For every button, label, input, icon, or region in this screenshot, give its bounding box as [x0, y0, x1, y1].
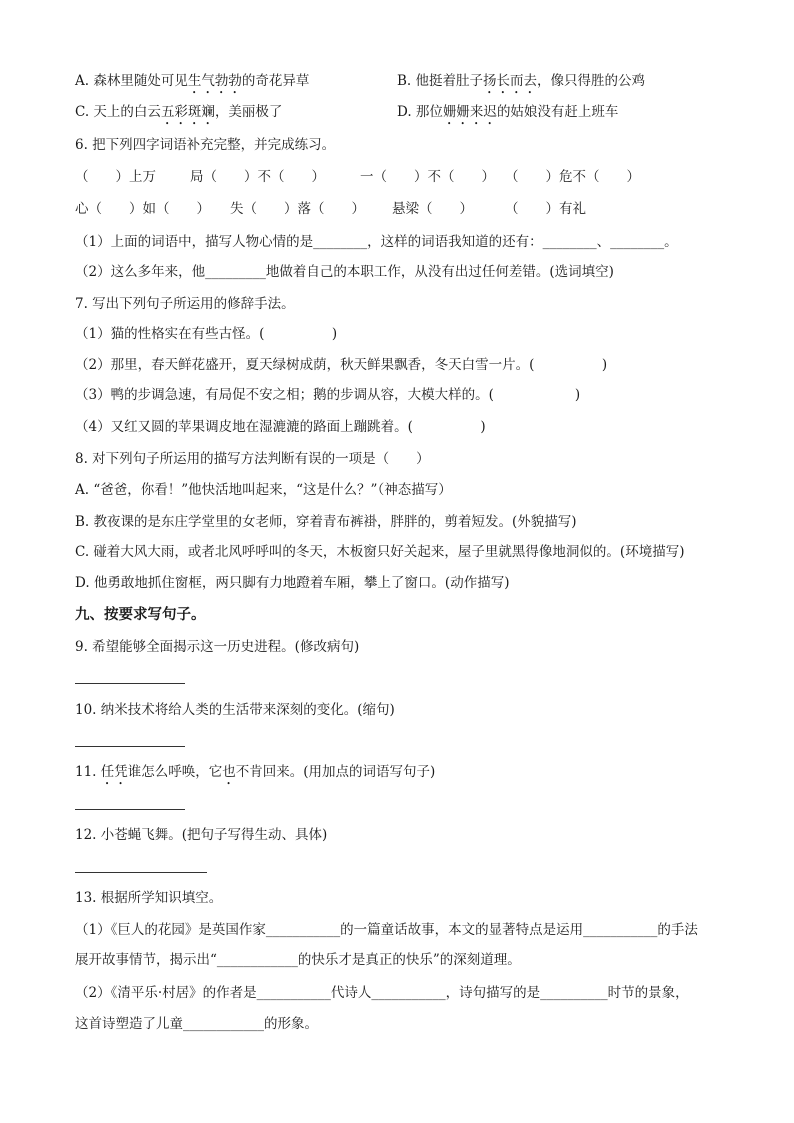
- text: 的姑娘没有赶上班车: [496, 104, 619, 120]
- q11-text: [75, 763, 435, 788]
- text: ，美丽极了: [214, 104, 283, 120]
- idiom-blank[interactable]: 局（ ）不（ ）: [190, 169, 325, 185]
- text: ，像只得胜的公鸡: [537, 73, 646, 89]
- dotted-word: 扬长而去: [483, 73, 538, 89]
- text: B. 他挺着肚子: [397, 73, 484, 89]
- q7-item-1: （1）猫的性格实在有些古怪。( ): [75, 326, 338, 342]
- idiom-blank[interactable]: （ ）上万: [75, 169, 156, 185]
- answer-line[interactable]: [75, 809, 185, 810]
- q13-line-4: 这首诗塑造了儿童____________的形象。: [75, 1016, 318, 1032]
- text: D. 那位: [397, 104, 443, 120]
- dotted-word: 姗姗来迟: [442, 104, 497, 120]
- q8-option-c: C. 碰着大风大雨，或者北风呼呼叫的冬天，木板窗只好关起来，屋子里就黑得像地洞似的。(环境描写): [75, 544, 685, 560]
- q13-line-1: （1）《巨人的花园》是英国作家___________的一篇童话故事，本文的显著特点是运用___________的手法: [75, 922, 698, 938]
- q5-option-a: [75, 72, 309, 97]
- q5-option-c: [75, 103, 282, 128]
- dotted-word: 也: [222, 764, 236, 780]
- q6-idiom-row-2: [75, 200, 586, 218]
- text: A. 森林里随处可见: [75, 73, 188, 89]
- q7-title: 7. 写出下列句子所运用的修辞手法。: [75, 296, 295, 312]
- idiom-blank[interactable]: （ ）危不（ ）: [505, 169, 640, 185]
- answer-line[interactable]: [75, 683, 185, 684]
- idiom-blank[interactable]: 失（ ）落（ ）: [230, 201, 365, 217]
- q6-idiom-row-1: [75, 168, 640, 186]
- q9-text: 9. 希望能够全面揭示这一历史进程。(修改病句): [75, 639, 360, 655]
- q12-text: 12. 小苍蝇飞舞。(把句子写得生动、具体): [75, 827, 328, 843]
- section-heading: 九、按要求写句子。: [75, 607, 206, 623]
- q13-line-3: （2）《清平乐·村居》的作者是___________代诗人___________，诗句描写的是__________时节的景象，: [75, 985, 689, 1001]
- text: 11.: [75, 764, 101, 780]
- text: 不肯回来。(用加点的词语写句子): [235, 764, 436, 780]
- answer-line[interactable]: [75, 872, 207, 873]
- q10-text: 10. 纳米技术将给人类的生活带来深刻的变化。(缩句): [75, 702, 395, 718]
- q8-option-d: D. 他勇敢地抓住窗框，两只脚有力地蹬着车厢，攀上了窗口。(动作描写): [75, 575, 510, 591]
- q5-option-b: [397, 72, 645, 97]
- answer-line[interactable]: [75, 746, 185, 747]
- idiom-blank[interactable]: （ ）有礼: [505, 201, 586, 217]
- q8-option-a: A. “爸爸，你看！”他快活地叫起来，“这是什么？”（神态描写）: [75, 482, 452, 498]
- q7-item-4: （4）又红又圆的苹果调皮地在湿漉漉的路面上蹦跳着。( ): [75, 419, 486, 435]
- q6-subquestion-2: （2）这么多年来，他_________地做着自己的本职工作，从没有出过任何差错。(选词填空): [75, 264, 614, 280]
- text: 谁怎么呼唤，它: [127, 764, 223, 780]
- idiom-blank[interactable]: 悬梁（ ）: [392, 201, 473, 217]
- dotted-word: 五彩斑斓: [160, 104, 215, 120]
- q13-title: 13. 根据所学知识填空。: [75, 890, 223, 906]
- dotted-word: 生气勃勃: [187, 73, 242, 89]
- text: 的奇花异草: [241, 73, 310, 89]
- q7-item-3: （3）鸭的步调急速，有局促不安之相；鹅的步调从容，大模大样的。( ): [75, 387, 581, 403]
- q5-option-d: [397, 103, 618, 128]
- idiom-blank[interactable]: 一（ ）不（ ）: [360, 169, 495, 185]
- q8-title: 8. 对下列句子所运用的描写方法判断有误的一项是（ ）: [75, 451, 430, 467]
- text: C. 天上的白云: [75, 104, 161, 120]
- q6-title: 6. 把下列四字词语补充完整，并完成练习。: [75, 137, 336, 153]
- idiom-blank[interactable]: 心（ ）如（ ）: [75, 201, 210, 217]
- q7-item-2: （2）那里，春天鲜花盛开，夏天绿树成荫，秋天鲜果飘香，冬天白雪一片。( ): [75, 357, 608, 373]
- q13-line-2: 展开故事情节，揭示出“____________的快乐才是真正的快乐”的深刻道理。: [75, 952, 521, 968]
- q6-subquestion-1: （1）上面的词语中，描写人物心情的是________，这样的词语我知道的还有：________、________。: [75, 234, 678, 250]
- q8-option-b: B. 教夜课的是东庄学堂里的女老师，穿着青布裤褂，胖胖的，剪着短发。(外貌描写): [75, 514, 577, 530]
- dotted-word: 任凭: [100, 764, 128, 780]
